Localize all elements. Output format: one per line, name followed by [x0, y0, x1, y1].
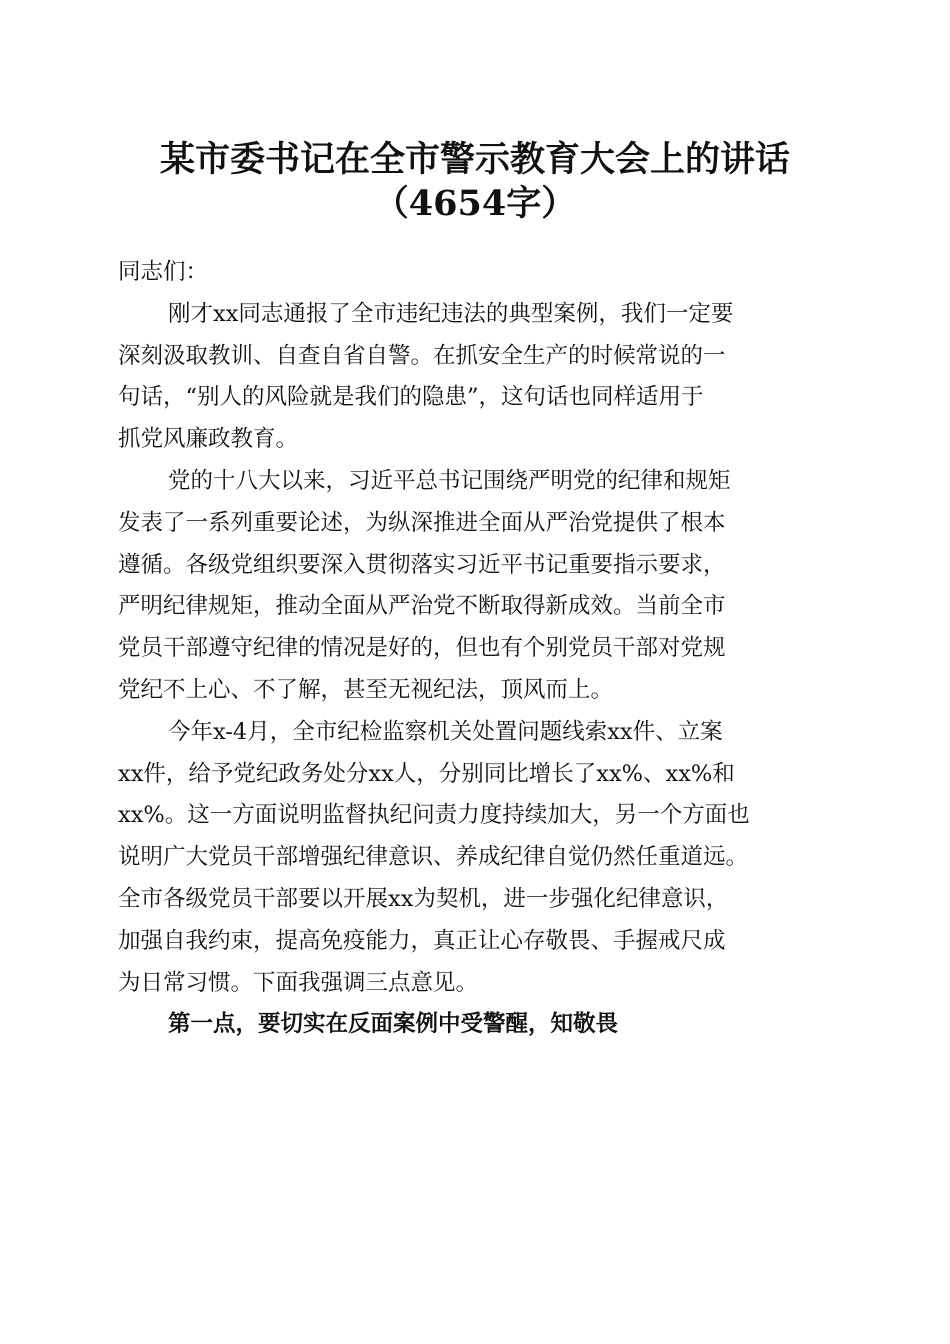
paragraph-3-line: 今年x-4月，全市纪检监察机关处置问题线索xx件、立案 [168, 718, 723, 745]
paragraph-2-line: 发表了一系列重要论述，为纵深推进全面从严治党提供了根本 [118, 509, 726, 536]
paragraph-3-line: 全市各级党员干部要以开展xx为契机，进一步强化纪律意识， [118, 885, 729, 912]
paragraph-2-line: 遵循。各级党组织要深入贯彻落实习近平书记重要指示要求， [118, 551, 726, 578]
paragraph-3-line: 为日常习惯。下面我强调三点意见。 [118, 969, 479, 996]
document-body [118, 252, 838, 1046]
section-heading-1: 第一点，要切实在反面案例中受警醒，知敬畏 [168, 1011, 619, 1038]
document-title: 某市委书记在全市警示教育大会上的讲话 [159, 139, 790, 180]
paragraph-3-line: xx%。这一方面说明监督执纪问责力度持续加大，另一个方面也 [118, 802, 750, 829]
salutation: 同志们： [118, 259, 209, 285]
paragraph-2-line: 党的十八大以来，习近平总书记围绕严明党的纪律和规矩 [168, 467, 731, 494]
paragraph-2-line: 党员干部遵守纪律的情况是好的，但也有个别党员干部对党规 [118, 635, 726, 662]
paragraph-1-line: 刚才xx同志通报了全市违纪违法的典型案例，我们一定要 [168, 300, 734, 327]
paragraph-3-line: xx件，给予党纪政务处分xx人，分别同比增长了xx%、xx%和 [118, 760, 735, 787]
paragraph-2-line: 严明纪律规矩，推动全面从严治党不断取得新成效。当前全市 [118, 593, 726, 620]
paragraph-1-line: 句话，“别人的风险就是我们的隐患”，这句话也同样适用于 [118, 384, 704, 411]
paragraph-3-line: 说明广大党员干部增强纪律意识、养成纪律自觉仍然任重道远。 [118, 844, 749, 871]
paragraph-3-line: 加强自我约束，提高免疫能力，真正让心存敬畏、手握戒尺成 [118, 927, 726, 954]
paragraph-1-line: 抓党风廉政教育。 [118, 426, 299, 453]
document-subtitle: （4654字） [373, 183, 577, 224]
paragraph-1-line: 深刻汲取教训、自查自省自警。在抓安全生产的时候常说的一 [118, 342, 726, 369]
paragraph-2-line: 党纪不上心、不了解，甚至无视纪法，顶风而上。 [118, 676, 614, 703]
